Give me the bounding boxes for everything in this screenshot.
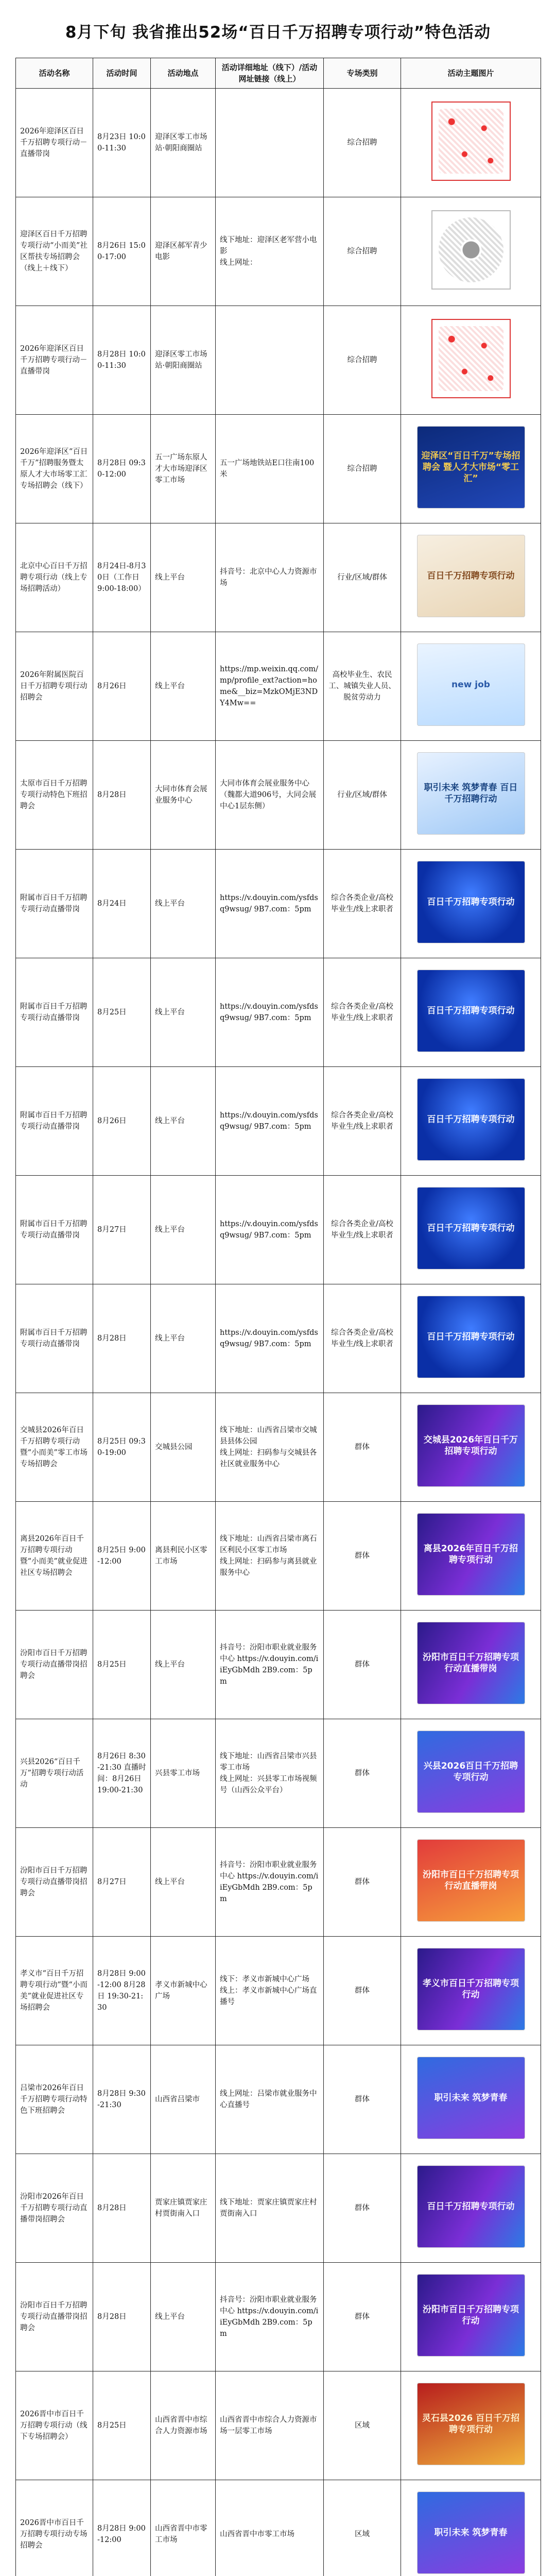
activity-name-cell: 汾阳市百日千万招聘专项行动直播带岗招聘会 [16,2263,93,2371]
poster-caption: 汾阳市百日千万招聘专项行动直播带岗 [423,1869,519,1891]
table-row [16,1611,541,1719]
activity-name-cell: 孝义市“百日千万招聘专项行动”暨“小而美”就业促进社区专场招聘会 [16,1937,93,2045]
activity-image-cell [401,2480,541,2576]
activity-address-cell[interactable]: 抖音号：汾阳市职业就业服务中心 https://v.douyin.com/iiEyGbMdh 2B9.com：5pm [216,1828,324,1937]
activity-name-cell: 2026晋中市百日千万招聘专项行动（线下专场招聘会） [16,2371,93,2480]
table-row [16,2045,541,2154]
theme-poster-image [417,1622,525,1704]
activity-category-cell: 综合招聘 [324,306,401,415]
activity-category-cell: 群体 [324,1937,401,2045]
activity-address-cell[interactable]: https://mp.weixin.qq.com/mp/profile_ext?action=home&__biz=MzkOMjE3NDY4Mw== [216,632,324,741]
activity-name-cell: 吕梁市2026年百日千万招聘专项行动特色下班招聘会 [16,2045,93,2154]
activity-category-cell: 行业/区域/群体 [324,523,401,632]
activity-address-cell: 线下：孝义市新城中心广场 线上：孝义市新城中心广场直播号 [216,1937,324,2045]
poster-caption: 百日千万招聘专项行动 [427,1114,515,1125]
activity-address-cell: 线下地址：迎泽区老军营小电影 线上网址： [216,197,324,306]
activity-time-cell: 8月23日 10:00-11:30 [93,89,151,197]
activity-place-cell: 线上平台 [151,632,216,741]
table-row [16,1937,541,2045]
activity-name-cell: 汾阳市2026年百日千万招聘专项行动直播带岗招聘会 [16,2154,93,2263]
theme-poster-image [417,426,525,509]
activity-time-cell: 8月25日 [93,958,151,1067]
activity-category-cell: 群体 [324,2045,401,2154]
poster-caption: 交城县2026年百日千万招聘专项行动 [423,1434,518,1456]
activity-category-cell: 群体 [324,1502,401,1611]
activity-address-cell: 线下地址：山西省吕梁市交城县县体公园 线上网址：扫码参与交城县各社区就业服务中心 [216,1393,324,1502]
activity-name-cell: 附属市百日千万招聘专项行动直播带岗 [16,1176,93,1284]
table-row [16,2480,541,2576]
table-row [16,523,541,632]
activity-place-cell: 山西省吕梁市 [151,2045,216,2154]
poster-caption: 百日千万招聘专项行动 [427,896,515,907]
activity-name-cell: 附属市百日千万招聘专项行动直播带岗 [16,1067,93,1176]
poster-caption: 百日千万招聘专项行动 [427,1223,515,1233]
activity-place-cell: 迎泽区零工市场站·朝阳商圈站 [151,89,216,197]
theme-poster-image [417,752,525,835]
activity-address-cell: 线下地址：山西省吕梁市兴县零工市场 线上网址：兴县零工市场视频号（山西公众平台） [216,1719,324,1828]
poster-caption: 灵石县2026 百日千万招聘专项行动 [422,2413,520,2435]
activity-image-cell [401,1502,541,1611]
table-row [16,2154,541,2263]
activity-place-cell: 大同市体育会展业服务中心 [151,741,216,850]
activity-time-cell: 8月28日 [93,2154,151,2263]
header-cell: 活动名称 [16,58,93,89]
activity-image-cell [401,523,541,632]
activity-address-cell: 线上网址：吕梁市就业服务中心直播号 [216,2045,324,2154]
qr-code-icon [431,101,511,181]
activity-time-cell: 8月25日 09:30-19:00 [93,1393,151,1502]
table-row [16,1284,541,1393]
header-cell: 活动时间 [93,58,151,89]
activity-category-cell: 综合招聘 [324,89,401,197]
activity-place-cell: 山西省晋中市零工市场 [151,2480,216,2576]
theme-poster-image [417,1078,525,1161]
activity-category-cell: 高校毕业生、农民工、城镇失业人员、脱贫劳动力 [324,632,401,741]
activity-time-cell: 8月26日 15:00-17:00 [93,197,151,306]
activity-image-cell [401,306,541,415]
table-row [16,1828,541,1937]
theme-poster-image [417,1296,525,1378]
poster-caption: 百日千万招聘专项行动 [427,1331,515,1342]
activity-place-cell: 线上平台 [151,1067,216,1176]
activity-name-cell: 北京中心百日千万招聘专项行动（线上专场招聘活动） [16,523,93,632]
activity-time-cell: 8月25日 [93,2371,151,2480]
theme-poster-image [417,535,525,617]
table-row [16,2371,541,2480]
activity-name-cell: 汾阳市百日千万招聘专项行动直播带岗招聘会 [16,1828,93,1937]
activity-time-cell: 8月28日 9:00-12:00 [93,2480,151,2576]
activity-category-cell: 区域 [324,2480,401,2576]
poster-caption: 百日千万招聘专项行动 [427,1005,515,1016]
theme-poster-image [417,2057,525,2139]
activity-image-cell [401,850,541,958]
activity-image-cell [401,741,541,850]
activity-image-cell [401,1828,541,1937]
activity-category-cell: 综合招聘 [324,415,401,523]
activity-time-cell: 8月26日 [93,1067,151,1176]
activity-address-cell: 抖音号：北京中心人力资源市场 [216,523,324,632]
table-row [16,850,541,958]
activity-image-cell [401,1067,541,1176]
poster-caption: 百日千万招聘专项行动 [427,2201,515,2212]
activity-place-cell: 线上平台 [151,1828,216,1937]
table-row [16,89,541,197]
activity-time-cell: 8月25日 9:00-12:00 [93,1502,151,1611]
activity-place-cell: 迎泽区郝军青少电影 [151,197,216,306]
activity-image-cell [401,89,541,197]
table-header-row [16,58,541,89]
theme-poster-image [417,1513,525,1596]
poster-caption: new job [451,679,490,690]
poster-caption: 迎泽区“百日千万”专场招聘会 暨人才大市场“零工汇” [421,450,520,484]
header-cell: 活动详细地址（线下）/活动网址链接（线上） [216,58,324,89]
activity-name-cell: 太原市百日千万招聘专项行动特色下班招聘会 [16,741,93,850]
header-cell: 专场类别 [324,58,401,89]
activity-place-cell: 线上平台 [151,1611,216,1719]
activity-name-cell: 2026晋中市百日千万招聘专项行动专场招聘会 [16,2480,93,2576]
activity-image-cell [401,2154,541,2263]
table-row [16,415,541,523]
activity-name-cell: 交城县2026年百日千万招聘专项行动暨“小而美”零工市场专场招聘会 [16,1393,93,1502]
theme-poster-image [417,1187,525,1269]
activity-place-cell: 线上平台 [151,2263,216,2371]
activity-place-cell: 五一广场东原人才大市场迎泽区零工市场 [151,415,216,523]
activity-place-cell: 线上平台 [151,958,216,1067]
activity-place-cell: 兴县零工市场 [151,1719,216,1828]
activity-name-cell: 附属市百日千万招聘专项行动直播带岗 [16,850,93,958]
activity-time-cell: 8月28日 10:00-11:30 [93,306,151,415]
activity-address-cell[interactable]: 抖音号：汾阳市职业就业服务中心 https://v.douyin.com/iiEyGbMdh 2B9.com：5pm [216,2263,324,2371]
activity-address-cell[interactable]: https://v.douyin.com/ysfdsq9wsug/ 9B7.com：5pm [216,1176,324,1284]
activity-category-cell: 群体 [324,2154,401,2263]
activity-image-cell [401,1719,541,1828]
table-row [16,1176,541,1284]
activity-time-cell: 8月28日 9:00-12:00 8月28日 19:30-21:30 [93,1937,151,2045]
activity-category-cell: 群体 [324,2263,401,2371]
activity-name-cell: 离县2026年百日千万招聘专项行动暨“小而美”就业促进社区专场招聘会 [16,1502,93,1611]
activity-place-cell: 孝义市新城中心广场 [151,1937,216,2045]
activity-category-cell: 综合各类企业/高校毕业生/线上求职者 [324,1176,401,1284]
activity-image-cell [401,2371,541,2480]
activity-image-cell [401,1937,541,2045]
activity-image-cell [401,197,541,306]
poster-caption: 职引未来 筑梦青春 [434,2527,508,2538]
activity-time-cell: 8月28日 09:30-12:00 [93,415,151,523]
activity-time-cell: 8月28日 9:30-21:30 [93,2045,151,2154]
activity-time-cell: 8月27日 [93,1176,151,1284]
activity-category-cell: 综合招聘 [324,197,401,306]
table-row [16,306,541,415]
table-row [16,1719,541,1828]
activity-image-cell [401,1611,541,1719]
activity-category-cell: 群体 [324,1828,401,1937]
activity-address-cell[interactable]: 抖音号：汾阳市职业就业服务中心 https://v.douyin.com/iiEyGbMdh 2B9.com：5pm [216,1611,324,1719]
activity-category-cell: 群体 [324,1719,401,1828]
activity-image-cell [401,1284,541,1393]
activity-address-cell: 五一广场地铁站E口往南100米 [216,415,324,523]
table-row [16,1393,541,1502]
activity-name-cell: 附属市百日千万招聘专项行动直播带岗 [16,1284,93,1393]
activity-place-cell: 线上平台 [151,523,216,632]
theme-poster-image [417,1839,525,1922]
activity-address-cell: 线下地址：山西省吕梁市离石区利民小区零工市场 线上网址：扫码参与离县就业服务中心 [216,1502,324,1611]
poster-caption: 职引未来 筑梦青春 百日千万招聘行动 [424,782,518,804]
activity-category-cell: 群体 [324,1393,401,1502]
table-row [16,741,541,850]
activity-image-cell [401,632,541,741]
theme-poster-image [417,1731,525,1813]
activity-time-cell: 8月28日 [93,741,151,850]
poster-caption: 职引未来 筑梦青春 [434,2092,508,2103]
activity-image-cell [401,1176,541,1284]
activity-name-cell: 汾阳市百日千万招聘专项行动直播带岗招聘会 [16,1611,93,1719]
qr-code-icon [431,319,511,398]
theme-poster-image [417,861,525,943]
activity-name-cell: 2026年迎泽区“百日千万”招聘服务暨太原人才大市场零工汇专场招聘会（线下） [16,415,93,523]
table-row [16,2263,541,2371]
qr-code-icon [431,210,511,290]
table-row [16,1502,541,1611]
activity-time-cell: 8月28日 [93,1284,151,1393]
activity-image-cell [401,2263,541,2371]
page-title: 8月下旬 我省推出52场“百日千万招聘专项行动”特色活动 [65,23,491,42]
activity-name-cell: 2026年迎泽区百日千万招聘专项行动－直播带岗 [16,306,93,415]
theme-poster-image [417,2383,525,2465]
poster-caption: 汾阳市百日千万招聘专项行动 [423,2304,519,2326]
poster-caption: 汾阳市百日千万招聘专项行动直播带岗 [423,1652,519,1674]
activity-name-cell: 兴县2026“百日千万”招聘专项行动活动 [16,1719,93,1828]
activity-time-cell: 8月27日 [93,1828,151,1937]
activity-address-cell: 山西省晋中市综合人力资源市场一层零工市场 [216,2371,324,2480]
activity-category-cell: 综合各类企业/高校毕业生/线上求职者 [324,1284,401,1393]
activity-image-cell [401,958,541,1067]
activity-place-cell: 线上平台 [151,1284,216,1393]
activity-time-cell: 8月28日 [93,2263,151,2371]
activity-place-cell: 迎泽区零工市场站·朝阳商圈站 [151,306,216,415]
theme-poster-image [417,2165,525,2248]
activity-address-cell [216,89,324,197]
activity-address-cell[interactable]: https://v.douyin.com/ysfdsq9wsug/ 9B7.com：5pm [216,1284,324,1393]
activity-category-cell: 区域 [324,2371,401,2480]
activity-name-cell: 2026年附属医院百日千万招聘专项行动招聘会 [16,632,93,741]
theme-poster-image [417,1404,525,1487]
activity-image-cell [401,2045,541,2154]
theme-poster-image [417,2274,525,2357]
activity-time-cell: 8月24日-8月30日（工作日9:00-18:00） [93,523,151,632]
activity-address-cell[interactable]: https://v.douyin.com/ysfdsq9wsug/ 9B7.com：5pm [216,850,324,958]
activity-category-cell: 综合各类企业/高校毕业生/线上求职者 [324,1067,401,1176]
activity-place-cell: 山西省晋中市综合人力资源市场 [151,2371,216,2480]
table-row [16,1067,541,1176]
activity-address-cell[interactable]: https://v.douyin.com/ysfdsq9wsug/ 9B7.com：5pm [216,958,324,1067]
poster-caption: 离县2026年百日千万招聘专项行动 [423,1543,518,1565]
activity-place-cell: 线上平台 [151,1176,216,1284]
activity-address-cell: 山西省晋中市零工市场 [216,2480,324,2576]
activity-address-cell [216,306,324,415]
theme-poster-image [417,1948,525,2030]
activity-time-cell: 8月25日 [93,1611,151,1719]
activity-image-cell [401,415,541,523]
poster-caption: 孝义市百日千万招聘专项行动 [423,1978,519,2000]
activity-place-cell: 线上平台 [151,850,216,958]
table-row [16,632,541,741]
activity-time-cell: 8月26日 8:30-21:30 直播时间：8月26日 19:00-21:30 [93,1719,151,1828]
activities-table [15,58,541,2576]
activity-place-cell: 离县利民小区零工市场 [151,1502,216,1611]
header-cell: 活动主题图片 [401,58,541,89]
activity-category-cell: 综合各类企业/高校毕业生/线上求职者 [324,850,401,958]
table-row [16,197,541,306]
activity-address-cell: 大同市体育会展业服务中心（魏都大道906号，大同会展中心1层东侧） [216,741,324,850]
activity-time-cell: 8月26日 [93,632,151,741]
activity-address-cell: 线下地址：贾家庄镇贾家庄村贾街南入口 [216,2154,324,2263]
theme-poster-image [417,970,525,1052]
theme-poster-image [417,643,525,726]
activity-place-cell: 交城县公园 [151,1393,216,1502]
activity-name-cell: 附属市百日千万招聘专项行动直播带岗 [16,958,93,1067]
activity-place-cell: 贾家庄镇贾家庄村贾街南入口 [151,2154,216,2263]
activity-image-cell [401,1393,541,1502]
poster-caption: 百日千万招聘专项行动 [427,570,515,581]
activity-category-cell: 综合各类企业/高校毕业生/线上求职者 [324,958,401,1067]
activity-category-cell: 行业/区域/群体 [324,741,401,850]
table-row [16,958,541,1067]
activity-name-cell: 迎泽区百日千万招聘专项行动“小而美”社区帮扶专场招聘会（线上＋线下） [16,197,93,306]
header-cell: 活动地点 [151,58,216,89]
activity-name-cell: 2026年迎泽区百日千万招聘专项行动－直播带岗 [16,89,93,197]
activity-category-cell: 群体 [324,1611,401,1719]
activity-time-cell: 8月24日 [93,850,151,958]
activity-address-cell[interactable]: https://v.douyin.com/ysfdsq9wsug/ 9B7.com：5pm [216,1067,324,1176]
theme-poster-image [417,2492,525,2574]
poster-caption: 兴县2026百日千万招聘专项行动 [423,1760,518,1783]
